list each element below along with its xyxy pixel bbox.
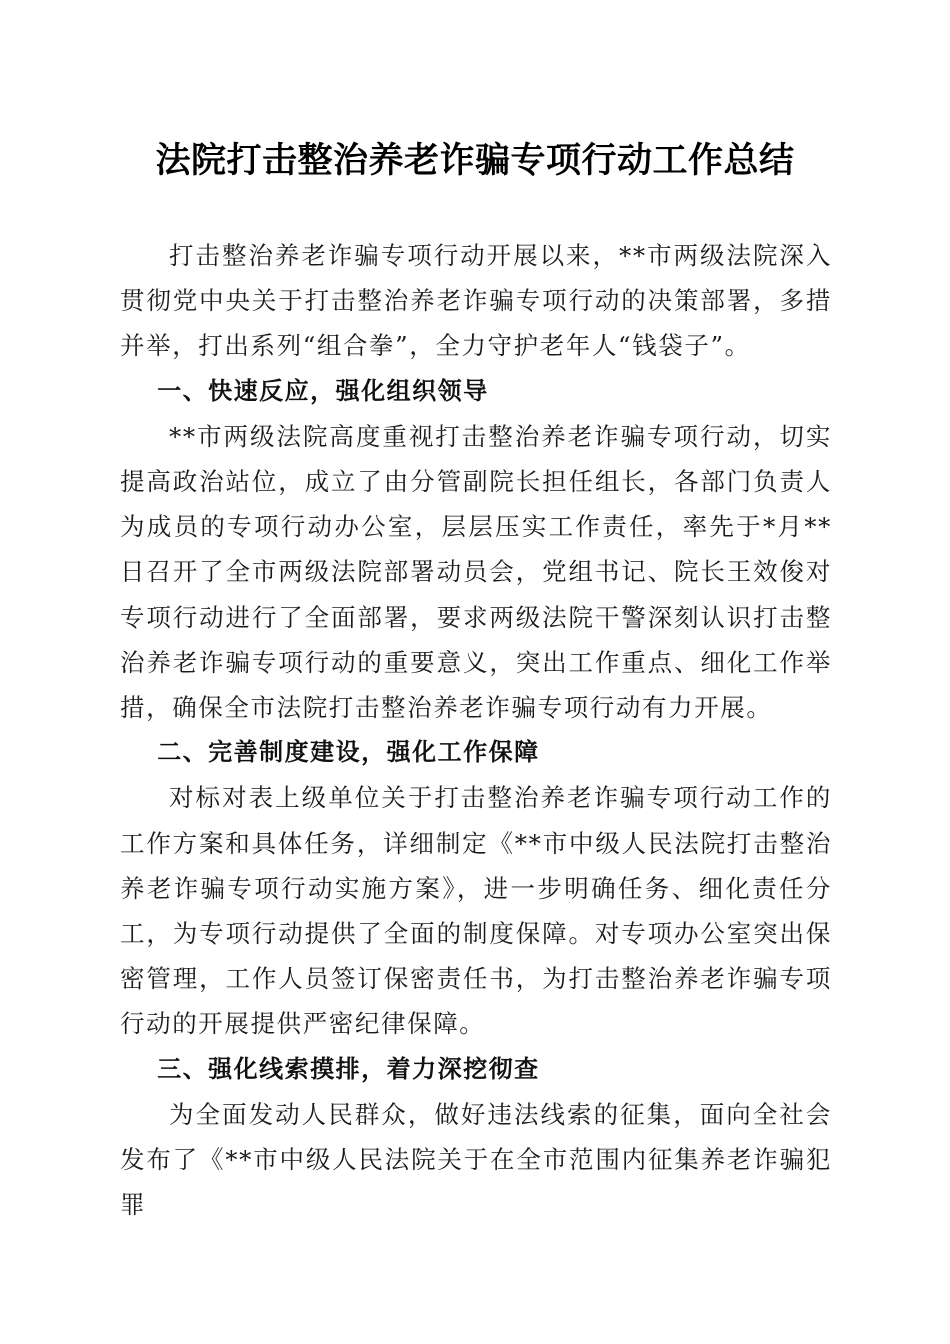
intro-paragraph: 打击整治养老诈骗专项行动开展以来，**市两级法院深入贯彻党中央关于打击整治养老诈骗专项行动的决策部署，多措并举，打出系列“组合拳”，全力守护老年人“钱袋子”。 xyxy=(120,241,832,361)
section-paragraph-3: 为全面发动人民群众，做好违法线索的征集，面向全社会发布了《**市中级人民法院关于在全市范围内征集养老诈骗犯罪 xyxy=(120,1099,832,1220)
section-heading-2: 二、完善制度建设，强化工作保障 xyxy=(157,738,540,767)
document-title: 法院打击整治养老诈骗专项行动工作总结 xyxy=(155,140,795,181)
document-body xyxy=(120,233,832,1227)
section-heading-1: 一、快速反应，强化组织领导 xyxy=(157,376,489,405)
section-paragraph-1: **市两级法院高度重视打击整治养老诈骗专项行动，切实提高政治站位，成立了由分管副院长担任组长，各部门负责人为成员的专项行动办公室，层层压实工作责任，率先于*月**日召开了全市两级法院部署动员会，党组书记、院长王效俊对专项行动进行了全面部署，要求两级法院干警深刻认识打击整治养老诈骗专项行动的重要意义，突出工作重点、细化工作举措，确保全市法院打击整治养老诈骗专项行动有力开展。 xyxy=(120,421,832,723)
section-paragraph-2: 对标对表上级单位关于打击整治养老诈骗专项行动工作的工作方案和具体任务，详细制定《**市中级人民法院打击整治养老诈骗专项行动实施方案》，进一步明确任务、细化责任分工，为专项行动提供了全面的制度保障。对专项办公室突出保密管理，工作人员签订保密责任书，为打击整治养老诈骗专项行动的开展提供严密纪律保障。 xyxy=(120,783,832,1039)
section-heading-3: 三、强化线索摸排，着力深挖彻查 xyxy=(157,1054,540,1083)
